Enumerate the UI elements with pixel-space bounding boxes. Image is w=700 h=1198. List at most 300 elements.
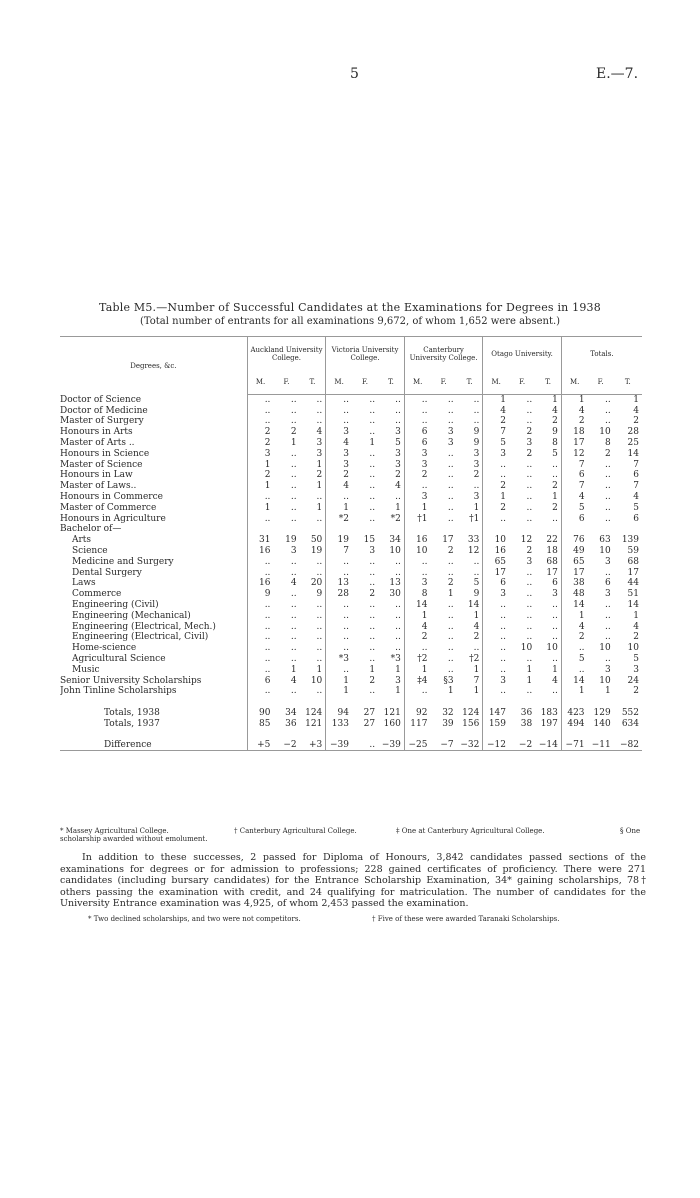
table-cell: 3 — [447, 438, 454, 449]
table-cell: −7 — [430, 740, 456, 751]
footnote-one-at-canterbury: ‡ One at Canterbury Agricultural College. — [396, 827, 545, 835]
page-number: 5 — [350, 66, 359, 82]
table-cell — [273, 697, 299, 708]
table-cell: 156 — [462, 718, 480, 729]
table-cell: 3 — [316, 448, 323, 459]
table-cell: 34 — [389, 535, 401, 546]
table-cell — [352, 697, 378, 708]
table-cell: 3 — [404, 459, 430, 470]
column-subheader: F. — [352, 371, 378, 395]
row-label: Home-science — [72, 643, 137, 654]
table-cell: 1 — [526, 675, 533, 686]
table-cell: .. — [473, 567, 480, 578]
table-cell: .. — [526, 405, 533, 416]
table-cell: 139 — [621, 535, 639, 546]
table-cell: 16 — [404, 535, 430, 546]
table-cell: 17 — [627, 567, 639, 578]
table-cell: 124 — [305, 708, 323, 718]
row-label: Difference — [60, 740, 247, 751]
table-cell: 1 — [290, 664, 297, 675]
row-label: Music — [72, 664, 100, 675]
table-cell: 50 — [310, 535, 323, 546]
table-row — [60, 621, 642, 632]
table-cell: 4 — [290, 675, 297, 686]
table-cell: 10 — [599, 546, 611, 557]
table-cell: .. — [526, 578, 533, 589]
table-cell: 1 — [473, 610, 480, 621]
table-row — [60, 718, 642, 729]
row-label: Agricultural Science — [72, 654, 166, 665]
table-cell: .. — [316, 416, 323, 427]
table-cell: 36 — [520, 708, 533, 718]
column-subheader: M. — [404, 371, 430, 395]
table-cell: 14 — [627, 448, 639, 459]
table-cell: 10 — [310, 675, 323, 686]
table-cell: .. — [369, 600, 376, 611]
table-cell: .. — [395, 610, 401, 621]
table-cell: 28 — [627, 427, 639, 438]
table-cell: .. — [552, 470, 558, 481]
table-cell: 3 — [447, 427, 454, 438]
table-cell: 2 — [633, 632, 639, 643]
table-cell: 183 — [540, 708, 558, 718]
table-row — [60, 578, 642, 589]
table-cell: .. — [395, 632, 401, 643]
table-cell: .. — [483, 459, 509, 470]
table-cell: 2 — [247, 470, 273, 481]
table-cell: .. — [326, 567, 352, 578]
row-label: Master of Laws.. — [60, 481, 137, 492]
table-cell: −14 — [535, 740, 561, 751]
table-cell: .. — [290, 502, 297, 513]
table-cell: 16 — [247, 578, 273, 589]
table-cell — [300, 697, 326, 708]
table-cell: 1 — [326, 686, 352, 697]
table-cell — [300, 729, 326, 740]
row-label: Doctor of Medicine — [60, 405, 148, 416]
table-cell: 12 — [467, 546, 480, 557]
table-cell: .. — [247, 405, 273, 416]
table-cell: 17 — [483, 567, 509, 578]
table-row — [60, 643, 642, 654]
table-cell: 13 — [326, 578, 352, 589]
table-cell: .. — [290, 416, 297, 427]
table-cell: 5 — [483, 438, 509, 449]
table-cell: .. — [247, 664, 273, 675]
table-row — [60, 492, 642, 503]
table-row — [60, 664, 642, 675]
column-subheader: M. — [561, 371, 587, 395]
table-cell: 13 — [389, 578, 401, 589]
table-cell: 65 — [561, 556, 587, 567]
table-cell: 1 — [369, 664, 376, 675]
table-cell: .. — [290, 459, 297, 470]
row-label — [60, 697, 247, 708]
table-cell — [404, 524, 430, 535]
table-cell: .. — [316, 610, 323, 621]
table-cell: 19 — [326, 535, 352, 546]
table-cell: 90 — [247, 708, 273, 719]
table-cell: 9 — [473, 427, 480, 438]
table-cell: .. — [526, 416, 533, 427]
table-cell: .. — [395, 621, 401, 632]
table-cell: .. — [316, 405, 323, 416]
table-cell: 3 — [395, 459, 401, 470]
group-header: Victoria University College. — [326, 337, 405, 371]
table-cell: 14 — [404, 600, 430, 611]
table-row — [60, 567, 642, 578]
table-cell: §3 — [443, 675, 454, 686]
table-cell: 4 — [633, 405, 639, 416]
table-row — [60, 610, 642, 621]
table-cell: .. — [447, 448, 454, 459]
table-cell: .. — [326, 632, 352, 643]
table-cell: .. — [395, 600, 401, 611]
table-cell: 49 — [561, 546, 587, 557]
table-cell — [457, 697, 483, 708]
row-label: Master of Science — [60, 459, 143, 470]
table-cell: 2 — [395, 470, 401, 481]
table-cell — [561, 697, 587, 708]
table-cell: .. — [290, 405, 297, 416]
table-cell: .. — [290, 621, 297, 632]
table-cell: 63 — [599, 535, 611, 546]
table-cell: .. — [352, 740, 378, 751]
table-cell: .. — [604, 459, 611, 470]
table-cell: 1 — [447, 589, 454, 600]
table-cell: .. — [473, 556, 480, 567]
table-cell: 1 — [316, 481, 323, 492]
table-cell: 1 — [561, 686, 587, 697]
column-subheader: M. — [326, 371, 352, 395]
table-cell: 2 — [473, 632, 480, 643]
table-cell — [247, 697, 273, 708]
table-cell: 44 — [627, 578, 639, 589]
table-cell: 4 — [483, 405, 509, 416]
table-cell: 28 — [326, 589, 352, 600]
table-cell: .. — [483, 621, 509, 632]
table-cell: .. — [447, 481, 454, 492]
table-cell: .. — [369, 654, 376, 665]
table-cell — [483, 524, 509, 535]
table-cell: 7 — [326, 546, 352, 557]
table-cell: .. — [473, 643, 480, 654]
table-cell — [535, 697, 561, 708]
table-cell: .. — [290, 395, 297, 406]
table-cell: .. — [247, 654, 273, 665]
table-cell: .. — [395, 416, 401, 427]
table-row — [60, 427, 642, 438]
table-cell: 6 — [633, 470, 639, 481]
table-cell: .. — [561, 643, 587, 654]
table-cell — [430, 729, 456, 740]
row-label: Master of Arts .. — [60, 438, 135, 449]
table-cell: 8 — [552, 438, 558, 449]
table-cell: .. — [369, 610, 376, 621]
table-cell: .. — [447, 654, 454, 665]
row-label: Master of Surgery — [60, 416, 144, 427]
table-cell: 6 — [404, 438, 430, 449]
table-cell: 10 — [599, 675, 611, 686]
table-cell — [509, 729, 535, 740]
table-cell: 16 — [247, 546, 273, 557]
table-cell: .. — [316, 600, 323, 611]
table-row — [60, 513, 642, 524]
table-cell: 2 — [552, 481, 558, 492]
table-cell: .. — [483, 686, 509, 697]
table-cell: .. — [526, 632, 533, 643]
table-cell — [483, 729, 509, 740]
table-row — [60, 729, 642, 740]
table-cell: .. — [395, 643, 401, 654]
table-subtitle: (Total number of entrants for all examinations 9,672, of whom 1,652 were absent.) — [139, 316, 561, 327]
table-cell: .. — [290, 556, 297, 567]
table-cell: 20 — [310, 578, 323, 589]
table-cell: 1 — [447, 686, 454, 697]
table-cell: 24 — [627, 675, 639, 686]
table-cell: .. — [604, 502, 611, 513]
table-cell: .. — [473, 416, 480, 427]
table-cell: .. — [369, 459, 376, 470]
table-row — [60, 416, 642, 427]
table-cell: .. — [316, 556, 323, 567]
table-cell: .. — [369, 492, 376, 503]
table-cell: −71 — [561, 740, 587, 751]
table-cell: .. — [369, 621, 376, 632]
table-cell: 5 — [633, 502, 639, 513]
table-cell — [483, 697, 509, 708]
table-cell: .. — [316, 492, 323, 503]
table-cell: 1 — [316, 502, 323, 513]
table-cell: .. — [604, 470, 611, 481]
table-cell: .. — [552, 600, 558, 611]
table-cell: 7 — [633, 459, 639, 470]
table-cell: 1 — [326, 675, 352, 686]
table-cell: .. — [369, 513, 376, 524]
table-cell: 4 — [326, 481, 352, 492]
table-cell: 2 — [369, 589, 376, 600]
table-cell: 2 — [483, 481, 509, 492]
table-cell: .. — [247, 610, 273, 621]
document-reference: E.—7. — [596, 66, 639, 82]
row-label: Honours in Agriculture — [60, 513, 166, 524]
table-cell: 1 — [326, 502, 352, 513]
table-cell: .. — [447, 405, 454, 416]
column-subheader: T. — [300, 371, 326, 395]
table-cell: 3 — [552, 589, 558, 600]
table-cell: 3 — [395, 675, 401, 686]
row-label: Honours in Commerce — [60, 492, 163, 503]
table-cell: 1 — [526, 664, 533, 675]
table-cell: 3 — [604, 556, 611, 567]
table-cell: .. — [247, 643, 273, 654]
table-cell: .. — [473, 405, 480, 416]
column-subheader: F. — [588, 371, 614, 395]
table-cell: −12 — [483, 740, 509, 751]
table-cell: 6 — [552, 578, 558, 589]
table-cell: .. — [290, 567, 297, 578]
table-row — [60, 632, 642, 643]
table-cell: 14 — [627, 600, 639, 611]
table-row — [60, 556, 642, 567]
table-cell: 4 — [561, 492, 587, 503]
table-cell: .. — [526, 589, 533, 600]
table-cell: −39 — [326, 740, 352, 751]
table-cell — [247, 524, 273, 535]
table-cell: 634 — [621, 718, 639, 729]
table-cell: 2 — [552, 502, 558, 513]
table-cell: 10 — [599, 427, 611, 438]
table-cell: *3 — [326, 654, 352, 665]
table-cell: 4 — [404, 621, 430, 632]
table-cell: .. — [447, 664, 454, 675]
table-cell: 19 — [285, 535, 297, 546]
table-cell: 94 — [326, 708, 352, 719]
table-cell: .. — [483, 610, 509, 621]
table-cell: .. — [404, 395, 430, 406]
table-cell: .. — [483, 470, 509, 481]
table-cell: .. — [290, 470, 297, 481]
table-cell: .. — [526, 395, 533, 406]
table-cell: 2 — [633, 416, 639, 427]
group-header: Totals. — [561, 337, 642, 371]
table-cell: 4 — [316, 427, 323, 438]
table-cell: 2 — [247, 427, 273, 438]
table-cell: .. — [552, 621, 558, 632]
column-subheader: F. — [430, 371, 456, 395]
table-cell: .. — [369, 448, 376, 459]
table-cell: .. — [552, 513, 558, 524]
table-cell: .. — [316, 621, 323, 632]
table-cell: .. — [604, 416, 611, 427]
table-cell: .. — [326, 664, 352, 675]
table-cell: .. — [290, 643, 297, 654]
table-cell: .. — [404, 686, 430, 697]
table-cell — [509, 524, 535, 535]
table-cell: 1 — [247, 502, 273, 513]
table-cell: 10 — [546, 643, 558, 654]
table-cell: 1 — [483, 492, 509, 503]
table-cell: .. — [483, 654, 509, 665]
table-cell: −32 — [457, 740, 483, 751]
row-label: Honours in Arts — [60, 427, 133, 438]
row-label: Commerce — [72, 589, 122, 600]
table-cell — [614, 729, 642, 740]
row-label: John Tinline Scholarships — [60, 686, 177, 697]
table-cell: .. — [526, 481, 533, 492]
table-cell: .. — [316, 643, 323, 654]
table-cell: 3 — [526, 556, 533, 567]
table-cell: .. — [369, 481, 376, 492]
table-cell: 14 — [561, 600, 587, 611]
table-cell: 3 — [369, 546, 376, 557]
table-cell: 3 — [395, 427, 401, 438]
table-cell: 4 — [326, 438, 352, 449]
row-label: Engineering (Civil) — [72, 600, 159, 611]
table-cell: .. — [526, 470, 533, 481]
table-cell: 2 — [561, 416, 587, 427]
table-cell: 197 — [540, 718, 558, 729]
table-row — [60, 740, 642, 751]
table-cell — [588, 524, 614, 535]
table-cell: 2 — [526, 448, 533, 459]
table-cell: .. — [326, 395, 352, 406]
table-cell — [326, 524, 352, 535]
table-cell: 92 — [404, 708, 430, 719]
table-cell: 3 — [604, 589, 611, 600]
column-subheader: T. — [614, 371, 642, 395]
table-cell: 2 — [369, 675, 376, 686]
table-row — [60, 502, 642, 513]
table-cell: 10 — [627, 643, 639, 654]
table-cell: .. — [247, 513, 273, 524]
table-cell: .. — [316, 632, 323, 643]
table-cell: 10 — [599, 643, 611, 654]
table-cell: 2 — [526, 546, 533, 557]
table-cell: 32 — [442, 708, 454, 718]
table-cell: †2 — [469, 654, 480, 665]
table-cell — [300, 524, 326, 535]
row-label: Engineering (Mechanical) — [72, 610, 191, 621]
table-cell: 17 — [561, 567, 587, 578]
table-cell: 34 — [285, 708, 297, 718]
table-cell: .. — [369, 556, 376, 567]
table-cell: 6 — [561, 470, 587, 481]
table-cell: 5 — [561, 502, 587, 513]
table-cell: .. — [526, 513, 533, 524]
table-cell: 423 — [561, 708, 587, 719]
table-cell: .. — [604, 600, 611, 611]
table-row — [60, 654, 642, 665]
table-cell: *3 — [390, 654, 401, 665]
table-cell: 8 — [404, 589, 430, 600]
table-cell: .. — [247, 416, 273, 427]
table-cell: .. — [326, 556, 352, 567]
table-cell: 3 — [326, 427, 352, 438]
column-subheader: T. — [378, 371, 404, 395]
table-cell: 10 — [389, 546, 401, 557]
table-cell: .. — [447, 470, 454, 481]
table-cell: 48 — [561, 589, 587, 600]
table-cell — [614, 697, 642, 708]
table-cell: 6 — [404, 427, 430, 438]
table-cell: .. — [447, 632, 454, 643]
table-cell: .. — [326, 492, 352, 503]
table-cell: .. — [483, 664, 509, 675]
table-cell: .. — [247, 621, 273, 632]
footnote-massey: * Massey Agricultural College. — [60, 827, 169, 835]
table-cell: .. — [552, 459, 558, 470]
table-cell: .. — [473, 481, 480, 492]
table-cell: 2 — [483, 502, 509, 513]
row-label: Medicine and Surgery — [72, 556, 174, 567]
table-cell: .. — [316, 395, 323, 406]
table-cell — [457, 729, 483, 740]
table-cell: .. — [447, 621, 454, 632]
table-cell: .. — [247, 567, 273, 578]
table-cell: +3 — [300, 740, 326, 751]
column-subheader: M. — [247, 371, 273, 395]
group-header: Auckland University College. — [247, 337, 326, 371]
table-cell: .. — [526, 502, 533, 513]
table-cell — [273, 524, 299, 535]
table-cell: 5 — [561, 654, 587, 665]
table-cell: 3 — [404, 492, 430, 503]
table-cell — [561, 524, 587, 535]
table-cell: 5 — [633, 654, 639, 665]
table-cell: 1 — [633, 610, 639, 621]
row-label: Bachelor of— — [60, 524, 122, 535]
